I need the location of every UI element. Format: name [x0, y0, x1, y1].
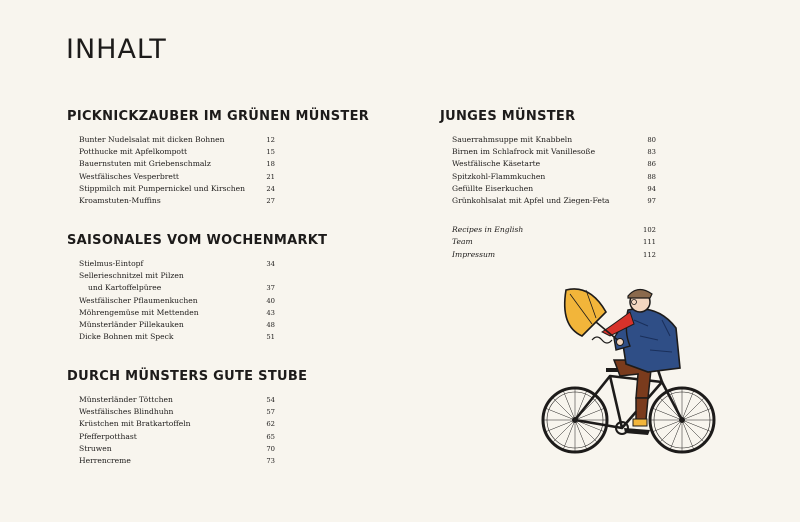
toc-entry[interactable] — [452, 158, 656, 170]
toc-entry[interactable] — [79, 270, 275, 282]
toc-entry[interactable] — [79, 295, 275, 307]
toc-entry[interactable] — [79, 443, 275, 455]
toc-entry[interactable] — [79, 195, 275, 207]
toc-entry[interactable] — [79, 431, 275, 443]
toc-entry[interactable] — [79, 394, 275, 406]
entry-page: 102 — [643, 226, 656, 235]
toc-entry[interactable] — [452, 171, 656, 183]
toc-entry[interactable] — [79, 258, 275, 270]
entry-page: 57 — [266, 408, 275, 417]
toc-entry[interactable] — [452, 183, 656, 195]
entry-page: 27 — [266, 197, 275, 206]
entry-page: 73 — [266, 457, 275, 466]
toc-entry[interactable] — [79, 319, 275, 331]
entry-page: 40 — [266, 296, 275, 305]
entry-title: Westfälische Käsetarte — [452, 159, 541, 169]
entry-title: und Kartoffelpüree — [88, 283, 162, 293]
entry-page: 86 — [647, 160, 656, 169]
toc-entry[interactable] — [79, 331, 275, 343]
entry-title: Dicke Bohnen mit Speck — [79, 332, 174, 342]
entry-title: Kroamstuten-Muffins — [79, 196, 161, 206]
entry-title: Potthucke mit Apfelkompott — [79, 147, 188, 157]
entry-page: 62 — [266, 420, 275, 429]
entry-page: 83 — [647, 148, 656, 157]
entry-page: 111 — [643, 238, 656, 247]
entry-title: Birnen im Schlafrock mit Vanillesoße — [452, 147, 596, 157]
entry-title: Impressum — [452, 249, 496, 259]
toc-entry-continuation[interactable] — [79, 282, 275, 294]
toc-entry[interactable] — [452, 195, 656, 207]
entry-title: Bunter Nudelsalat mit dicken Bohnen — [79, 135, 225, 144]
page-title: INHALT — [66, 34, 167, 65]
entry-page: 34 — [266, 260, 275, 268]
cyclist-with-umbrella-illustration — [530, 280, 730, 480]
entry-title: Stippmilch mit Pumpernickel und Kirschen — [79, 183, 246, 193]
entry-title: Münsterländer Töttchen — [79, 395, 173, 404]
toc-entry[interactable] — [79, 406, 275, 418]
entry-title: Sauerrahmsuppe mit Knabbeln — [452, 135, 573, 144]
appendix-entry[interactable] — [452, 224, 656, 236]
toc-section-picknickzauber — [67, 109, 369, 207]
entry-title: Krüstchen mit Bratkartoffeln — [79, 419, 191, 429]
entry-title: Gefüllte Eiserkuchen — [452, 183, 534, 193]
entry-page: 18 — [266, 160, 275, 169]
entry-page: 65 — [266, 432, 275, 441]
appendix-list — [452, 224, 656, 261]
section-heading: SAISONALES VOM WOCHENMARKT — [67, 233, 328, 248]
entry-page: 80 — [647, 136, 656, 144]
entry-title: Herrencreme — [79, 456, 131, 466]
toc-entry[interactable] — [79, 158, 275, 170]
entry-page: 94 — [647, 184, 656, 193]
toc-entry[interactable] — [79, 418, 275, 430]
entry-page: 48 — [266, 321, 275, 330]
umbrella-icon — [565, 289, 624, 346]
entry-page: 24 — [266, 184, 275, 193]
entry-page: 21 — [266, 172, 275, 181]
entry-list — [79, 134, 275, 207]
toc-section-saisonales — [67, 233, 327, 343]
entry-title: Münsterländer Pillekauken — [79, 320, 184, 330]
entry-title: Struwen — [79, 443, 112, 453]
entry-title: Stielmus-Eintopf — [79, 259, 144, 268]
entry-page: 43 — [266, 308, 275, 317]
entry-title: Westfälischer Pflaumenkuchen — [79, 295, 198, 305]
entry-title: Spitzkohl-Flammkuchen — [452, 171, 546, 181]
entry-page: 112 — [643, 250, 656, 259]
entry-list — [452, 134, 656, 207]
entry-page: 97 — [647, 197, 656, 206]
entry-title: Westfälisches Vesperbrett — [79, 171, 179, 181]
entry-list — [79, 394, 275, 467]
toc-entry[interactable] — [452, 146, 656, 158]
toc-entry[interactable] — [79, 183, 275, 195]
section-heading: JUNGES MÜNSTER — [440, 109, 576, 124]
entry-title: Recipes in English — [452, 225, 524, 235]
entry-page: 51 — [266, 333, 275, 342]
toc-entry[interactable] — [79, 455, 275, 467]
toc-entry[interactable] — [79, 134, 275, 146]
toc-entry[interactable] — [79, 307, 275, 319]
entry-page: 70 — [266, 444, 275, 453]
entry-page: 54 — [266, 396, 275, 404]
entry-title: Bauernstuten mit Griebenschmalz — [79, 159, 211, 169]
section-heading: PICKNICKZAUBER IM GRÜNEN MÜNSTER — [67, 109, 370, 124]
entry-title: Team — [452, 237, 473, 247]
entry-title: Möhrengemüse mit Mettenden — [79, 307, 199, 317]
entry-title: Sellerieschnitzel mit Pilzen — [79, 271, 184, 281]
cyclist-head — [628, 289, 652, 312]
entry-page: 37 — [266, 284, 275, 293]
entry-title: Pfefferpotthast — [79, 431, 137, 441]
section-heading: DURCH MÜNSTERS GUTE STUBE — [67, 369, 308, 384]
entry-page: 88 — [647, 172, 656, 181]
toc-section-junges-muenster — [440, 109, 656, 261]
appendix-entry[interactable] — [452, 249, 656, 261]
toc-entry[interactable] — [79, 146, 275, 158]
appendix-entry[interactable] — [452, 236, 656, 248]
toc-entry[interactable] — [79, 171, 275, 183]
toc-section-gute-stube — [67, 369, 307, 467]
toc-entry[interactable] — [452, 134, 656, 146]
entry-title: Grünkohlsalat mit Apfel und Ziegen-Feta — [452, 196, 610, 206]
entry-list — [79, 258, 275, 343]
entry-title: Westfälisches Blindhuhn — [79, 407, 174, 417]
entry-page: 12 — [266, 136, 275, 144]
entry-page: 15 — [266, 148, 275, 157]
